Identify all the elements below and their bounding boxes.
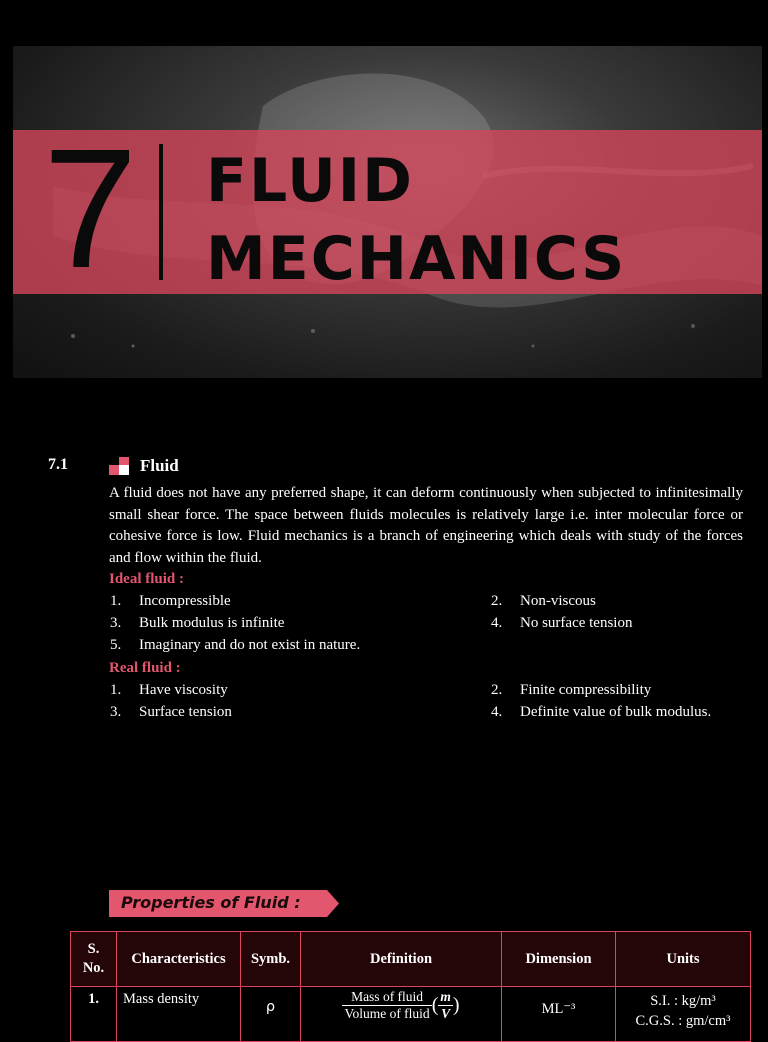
list-item: 2. Finite compressibility: [491, 682, 652, 698]
chapter-banner: [13, 46, 762, 378]
section-number: 7.1: [48, 456, 68, 473]
cell-sno: 1.: [71, 987, 117, 1042]
cell-symbol: ρ: [241, 987, 301, 1042]
table-header-row: [71, 932, 751, 987]
definition-symbol-fraction: $\frac{m}{V}$: [440, 989, 451, 1021]
header-definition: Definition: [301, 932, 502, 987]
list-item: 1. Have viscosity: [110, 682, 228, 698]
list-item: 4. Definite value of bulk modulus.: [491, 704, 712, 720]
section-bullet-icon: [109, 457, 129, 475]
chapter-number: 7: [43, 114, 132, 304]
list-item: 2. Non-viscous: [491, 593, 596, 609]
cell-definition: $\frac{\text{Mass of fluid}}{\text{Volume of fluid}}$ ( $\frac{m}{V}$ ): [301, 987, 502, 1042]
list-item: 4. No surface tension: [491, 615, 633, 631]
definition-fraction: $\frac{\text{Mass of fluid}}{\text{Volume of fluid}}$: [344, 989, 430, 1021]
cell-characteristic: Mass density: [117, 987, 241, 1042]
header-sno: S. No.: [71, 932, 117, 987]
header-units: Units: [616, 932, 751, 987]
list-item: 5. Imaginary and do not exist in nature.: [110, 637, 361, 653]
table-row: [71, 987, 751, 1042]
real-fluid-heading: Real fluid :: [109, 660, 181, 676]
cell-units: S.I. : kg/m³ C.G.S. : gm/cm³: [616, 987, 751, 1042]
list-item: 1. Incompressible: [110, 593, 231, 609]
cell-dimension: ML⁻³: [502, 987, 616, 1042]
chapter-divider: [159, 144, 163, 280]
properties-table: [70, 931, 751, 1042]
properties-of-fluid-tag: [109, 890, 339, 917]
list-item: 3. Surface tension: [110, 704, 232, 720]
chapter-title-line2: MECHANICS: [206, 224, 627, 294]
header-dimension: Dimension: [502, 932, 616, 987]
chapter-title: [206, 142, 626, 298]
chapter-title-line1: FLUID: [206, 146, 414, 216]
ideal-fluid-heading: Ideal fluid :: [109, 571, 185, 587]
header-symbol: Symb.: [241, 932, 301, 987]
fluid-definition-paragraph: A fluid does not have any preferred shape, it can deform continuously when subjected to infinitesimally small shear force. The space between fluids molecules is relatively large i.e. inter molecular force or cohesive force is low. Fluid mechanics is a branch of engineering which deals with study of the forces and flow within the fluid.: [109, 485, 743, 566]
header-characteristics: Characteristics: [117, 932, 241, 987]
properties-tag-label: Properties of Fluid :: [121, 893, 301, 912]
list-item: 3. Bulk modulus is infinite: [110, 615, 285, 631]
section-title: Fluid: [140, 456, 179, 475]
